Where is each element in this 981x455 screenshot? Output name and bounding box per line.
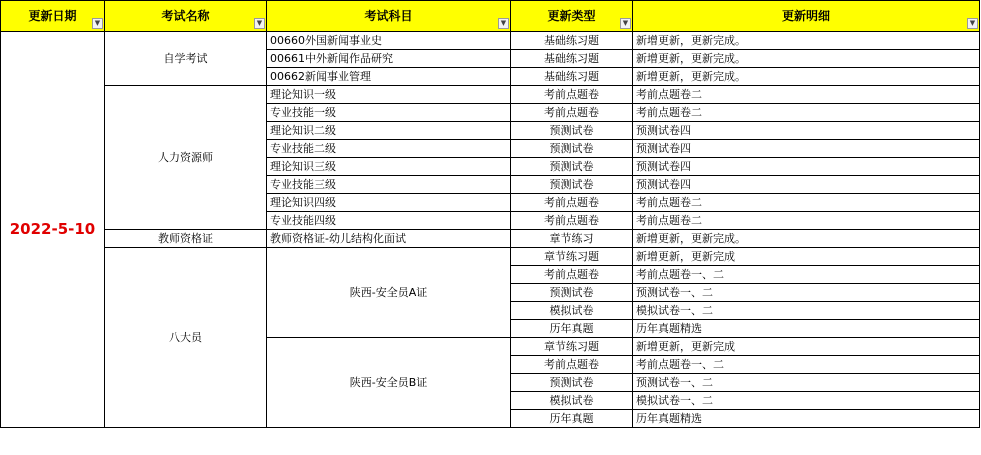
type-cell: 考前点题卷 — [511, 266, 633, 284]
exam-name-cell: 人力资源师 — [105, 86, 267, 230]
detail-cell: 新增更新，更新完成。 — [633, 68, 980, 86]
type-cell: 预测试卷 — [511, 158, 633, 176]
detail-cell: 模拟试卷一、二 — [633, 302, 980, 320]
subject-cell: 理论知识四级 — [267, 194, 511, 212]
detail-cell: 考前点题卷二 — [633, 104, 980, 122]
exam-name-cell: 自学考试 — [105, 32, 267, 86]
detail-cell: 模拟试卷一、二 — [633, 392, 980, 410]
detail-cell: 预测试卷四 — [633, 176, 980, 194]
chevron-down-icon[interactable]: ▼ — [620, 18, 631, 29]
table-row — [1, 230, 980, 248]
detail-cell: 新增更新，更新完成 — [633, 338, 980, 356]
table-row — [1, 86, 980, 104]
exam-name-cell: 教师资格证 — [105, 230, 267, 248]
header-row — [1, 1, 980, 32]
detail-cell: 考前点题卷二 — [633, 194, 980, 212]
detail-cell: 预测试卷一、二 — [633, 284, 980, 302]
type-cell: 基础练习题 — [511, 32, 633, 50]
type-cell: 历年真题 — [511, 320, 633, 338]
header-type: 更新类型 ▼ — [511, 1, 633, 32]
chevron-down-icon[interactable]: ▼ — [254, 18, 265, 29]
type-cell: 预测试卷 — [511, 284, 633, 302]
exam-name-cell: 八大员 — [105, 248, 267, 428]
type-cell: 预测试卷 — [511, 176, 633, 194]
type-cell: 考前点题卷 — [511, 194, 633, 212]
subject-group-cell: 陕西-安全员A证 — [267, 248, 511, 338]
subject-cell: 专业技能四级 — [267, 212, 511, 230]
detail-cell: 考前点题卷二 — [633, 86, 980, 104]
type-cell: 预测试卷 — [511, 374, 633, 392]
chevron-down-icon[interactable]: ▼ — [967, 18, 978, 29]
subject-cell: 专业技能二级 — [267, 140, 511, 158]
header-detail: 更新明细 ▼ — [633, 1, 980, 32]
detail-cell: 考前点题卷一、二 — [633, 266, 980, 284]
type-cell: 预测试卷 — [511, 140, 633, 158]
detail-cell: 新增更新，更新完成 — [633, 248, 980, 266]
detail-cell: 历年真题精选 — [633, 320, 980, 338]
subject-cell: 00660外国新闻事业史 — [267, 32, 511, 50]
detail-cell: 预测试卷四 — [633, 140, 980, 158]
subject-cell: 00662新闻事业管理 — [267, 68, 511, 86]
detail-cell: 历年真题精选 — [633, 410, 980, 428]
detail-cell: 考前点题卷一、二 — [633, 356, 980, 374]
subject-cell: 理论知识三级 — [267, 158, 511, 176]
type-cell: 章节练习题 — [511, 248, 633, 266]
detail-cell: 预测试卷四 — [633, 158, 980, 176]
type-cell: 预测试卷 — [511, 122, 633, 140]
header-subject: 考试科目 ▼ — [267, 1, 511, 32]
filter-icon[interactable]: ▼ — [92, 18, 103, 29]
header-exam: 考试名称 ▼ — [105, 1, 267, 32]
detail-cell: 考前点题卷二 — [633, 212, 980, 230]
subject-cell: 专业技能一级 — [267, 104, 511, 122]
table-row — [1, 32, 980, 50]
subject-cell: 理论知识二级 — [267, 122, 511, 140]
type-cell: 模拟试卷 — [511, 302, 633, 320]
type-cell: 章节练习题 — [511, 338, 633, 356]
type-cell: 考前点题卷 — [511, 356, 633, 374]
type-cell: 章节练习 — [511, 230, 633, 248]
detail-cell: 预测试卷四 — [633, 122, 980, 140]
subject-cell: 专业技能三级 — [267, 176, 511, 194]
type-cell: 考前点题卷 — [511, 104, 633, 122]
detail-cell: 预测试卷一、二 — [633, 374, 980, 392]
subject-cell: 理论知识一级 — [267, 86, 511, 104]
header-date: 更新日期 ▼ — [1, 1, 105, 32]
subject-cell: 教师资格证-幼儿结构化面试 — [267, 230, 511, 248]
update-date-cell: 2022-5-10 — [1, 32, 105, 428]
type-cell: 历年真题 — [511, 410, 633, 428]
type-cell: 考前点题卷 — [511, 212, 633, 230]
type-cell: 考前点题卷 — [511, 86, 633, 104]
chevron-down-icon[interactable]: ▼ — [498, 18, 509, 29]
subject-group-cell: 陕西-安全员B证 — [267, 338, 511, 428]
subject-cell: 00661中外新闻作品研究 — [267, 50, 511, 68]
type-cell: 模拟试卷 — [511, 392, 633, 410]
type-cell: 基础练习题 — [511, 68, 633, 86]
detail-cell: 新增更新，更新完成。 — [633, 32, 980, 50]
detail-cell: 新增更新，更新完成。 — [633, 50, 980, 68]
detail-cell: 新增更新，更新完成。 — [633, 230, 980, 248]
table-row — [1, 248, 980, 266]
type-cell: 基础练习题 — [511, 50, 633, 68]
